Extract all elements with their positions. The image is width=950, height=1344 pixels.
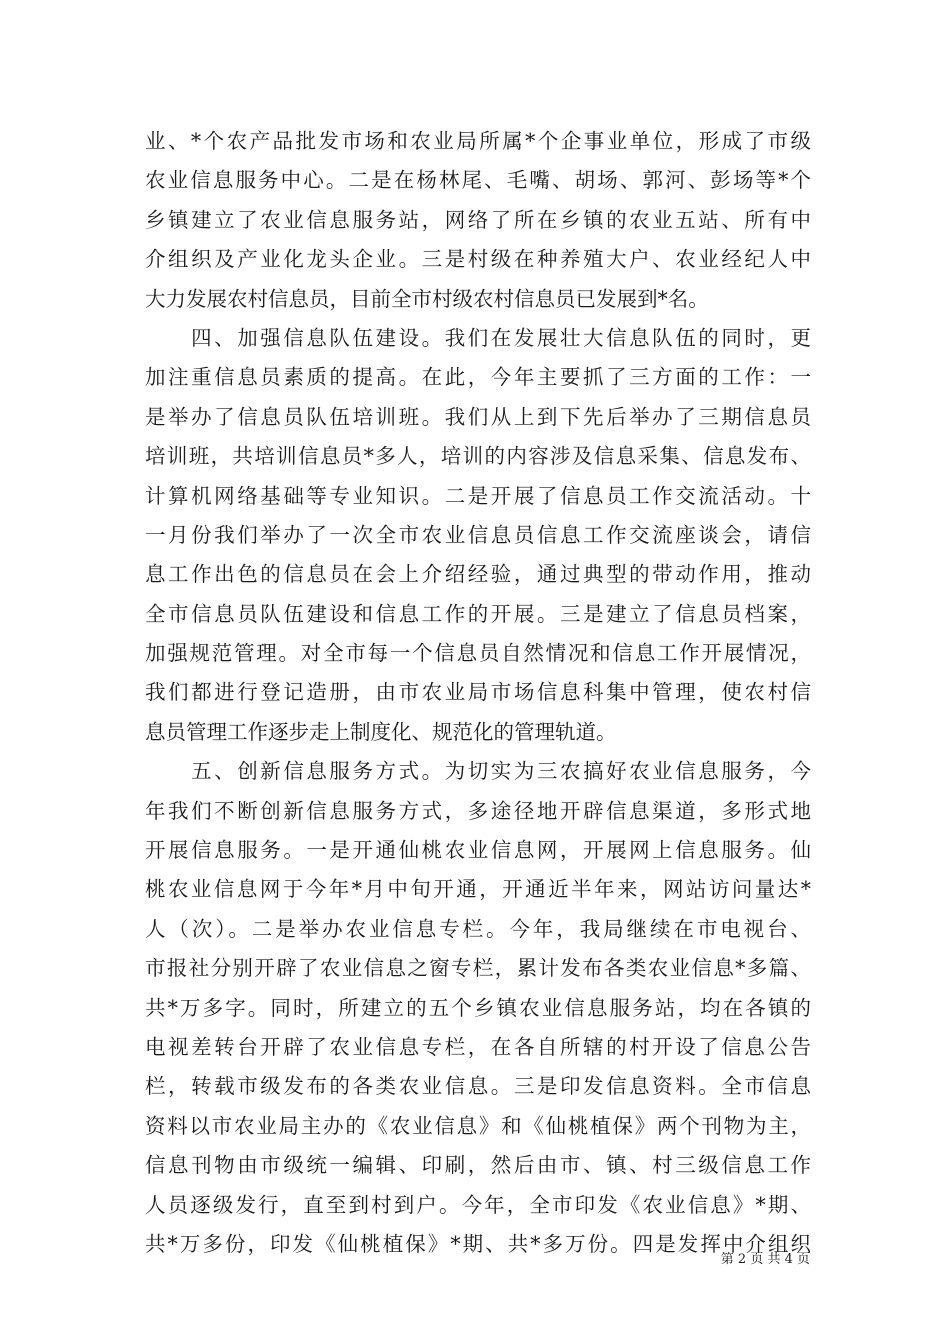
text-line: 四、加强信息队伍建设。我们在发展壮大信息队伍的同时，更 xyxy=(145,325,811,350)
text-line: 业、*个农产品批发市场和农业局所属*个企事业单位，形成了市级 xyxy=(145,129,811,153)
text-line: 农业信息服务中心。二是在杨林尾、毛嘴、胡场、郭河、彭场等*个 xyxy=(145,168,811,193)
text-line: 共*万多份，印发《仙桃植保》*期、共*多万份。四是发挥中介组织 xyxy=(145,1231,811,1256)
text-line: 市报社分别开辟了农业信息之窗专栏，累计发布各类农业信息*多篇、 xyxy=(145,956,811,981)
text-line: 电视差转台开辟了农业信息专栏，在各自所辖的村开设了信息公告 xyxy=(145,1034,811,1059)
text-line: 息员管理工作逐步走上制度化、规范化的管理轨道。 xyxy=(145,719,617,744)
page-number: 第 2 页 共 4 页 xyxy=(720,1252,810,1267)
text-line: 大力发展农村信息员，目前全市村级农村信息员已发展到*名。 xyxy=(145,286,709,311)
text-line: 加强规范管理。对全市每一个信息员自然情况和信息工作开展情况， xyxy=(145,641,811,666)
text-line: 培训班，共培训信息员*多人，培训的内容涉及信息采集、信息发布、 xyxy=(145,444,811,469)
text-line: 计算机网络基础等专业知识。二是开展了信息员工作交流活动。十 xyxy=(145,483,811,508)
text-line: 息工作出色的信息员在会上介绍经验，通过典型的带动作用，推动 xyxy=(145,562,811,587)
text-line: 开展信息服务。一是开通仙桃农业信息网，开展网上信息服务。仙 xyxy=(145,838,811,863)
text-line: 是举办了信息员队伍培训班。我们从上到下先后举办了三期信息员 xyxy=(145,404,811,429)
text-line: 我们都进行登记造册，由市农业局市场信息科集中管理，使农村信 xyxy=(145,680,811,705)
text-line: 人员逐级发行，直至到村到户。今年，全市印发《农业信息》*期、 xyxy=(145,1192,811,1217)
text-line: 加注重信息员素质的提高。在此，今年主要抓了三方面的工作：一 xyxy=(145,365,811,390)
text-line: 栏，转载市级发布的各类农业信息。三是印发信息资料。全市信息 xyxy=(145,1074,811,1099)
text-line: 人（次）。二是举办农业信息专栏。今年，我局继续在市电视台、 xyxy=(145,916,811,941)
text-line: 信息刊物由市级统一编辑、印刷，然后由市、镇、村三级信息工作 xyxy=(145,1153,811,1178)
text-line: 五、创新信息服务方式。为切实为三农搞好农业信息服务，今 xyxy=(145,759,811,784)
text-line: 资料以市农业局主办的《农业信息》和《仙桃植保》两个刊物为主， xyxy=(145,1113,811,1138)
text-line: 共*万多字。同时，所建立的五个乡镇农业信息服务站，均在各镇的 xyxy=(145,995,811,1020)
text-line: 乡镇建立了农业信息服务站，网络了所在乡镇的农业五站、所有中 xyxy=(145,207,811,232)
text-line: 年我们不断创新信息服务方式，多途径地开辟信息渠道，多形式地 xyxy=(145,798,811,823)
text-line: 全市信息员队伍建设和信息工作的开展。三是建立了信息员档案， xyxy=(145,601,811,626)
text-line: 桃农业信息网于今年*月中旬开通，开通近半年来，网站访问量达* xyxy=(145,877,811,902)
text-line: 一月份我们举办了一次全市农业信息员信息工作交流座谈会，请信 xyxy=(145,522,811,547)
document-body xyxy=(145,122,811,1264)
text-line: 介组织及产业化龙头企业。三是村级在种养殖大户、农业经纪人中 xyxy=(145,247,811,272)
